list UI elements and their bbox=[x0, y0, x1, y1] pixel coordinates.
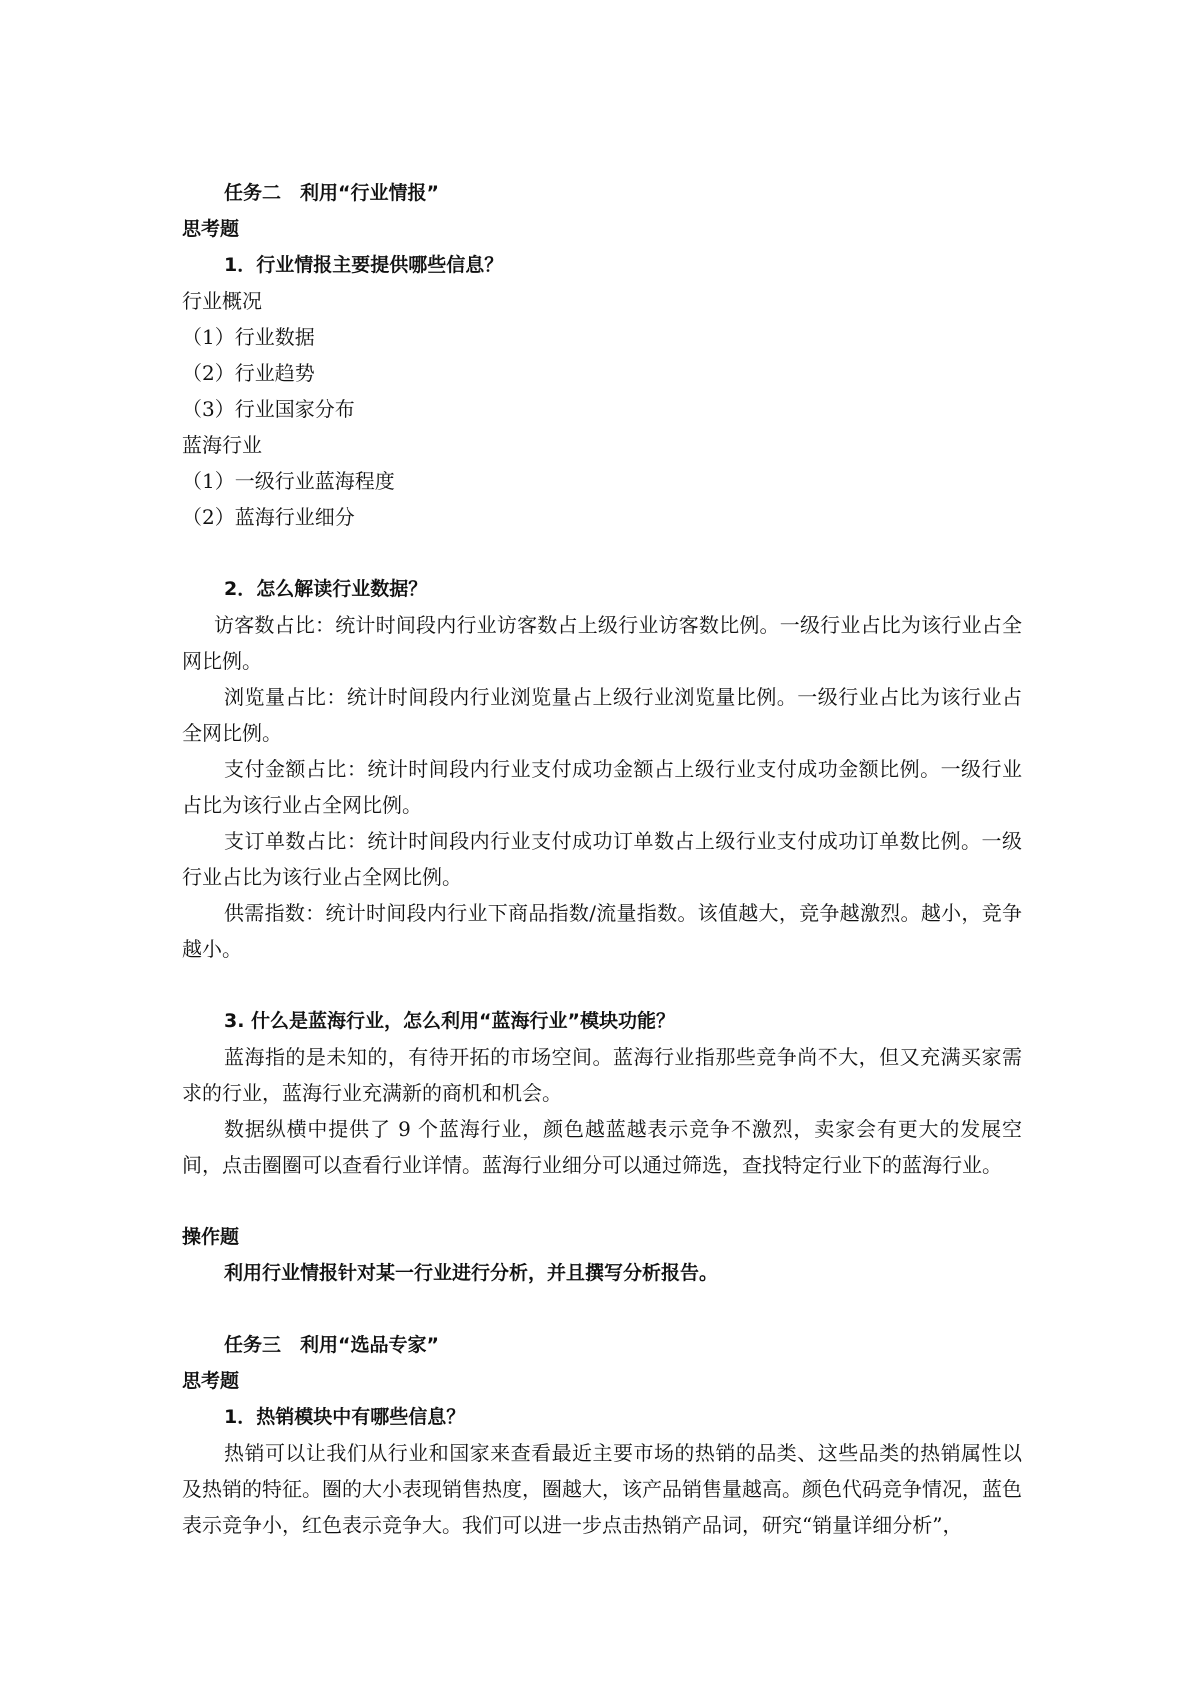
spacer bbox=[182, 1183, 1022, 1219]
list-item: （1）一级行业蓝海程度 bbox=[182, 469, 395, 493]
paragraph: 蓝海指的是未知的，有待开拓的市场空间。蓝海行业指那些竞争尚不大，但又充满买家需求的行业，蓝海行业充满新的商机和机会。 bbox=[182, 1045, 1022, 1105]
task2-q2-question: 2．怎么解读行业数据？ bbox=[224, 578, 428, 600]
list-item: （3）行业国家分布 bbox=[182, 397, 355, 421]
paragraph: 热销可以让我们从行业和国家来查看最近主要市场的热销的品类、这些品类的热销属性以及热销的特征。圈的大小表现销售热度，圈越大，该产品销售量越高。颜色代码竞争情况，蓝色表示竞争小，红色表示竞争大。我们可以进一步点击热销产品词，研究“销量详细分析”， bbox=[182, 1441, 1022, 1537]
paragraph: 支订单数占比：统计时间段内行业支付成功订单数占上级行业支付成功订单数比例。一级行业占比为该行业占全网比例。 bbox=[182, 829, 1022, 889]
task3-thinking-label: 思考题 bbox=[182, 1370, 240, 1392]
list-item: （2）蓝海行业细分 bbox=[182, 505, 355, 529]
task2-q1-group2-title: 蓝海行业 bbox=[182, 433, 262, 457]
spacer bbox=[182, 1291, 1022, 1327]
paragraph: 供需指数：统计时间段内行业下商品指数/流量指数。该值越大，竞争越激烈。越小，竞争越小。 bbox=[182, 901, 1022, 961]
task2-q3-question: 3. 什么是蓝海行业，怎么利用“蓝海行业”模块功能？ bbox=[224, 1010, 676, 1032]
spacer bbox=[182, 967, 1022, 1003]
paragraph: 浏览量占比：统计时间段内行业浏览量占上级行业浏览量比例。一级行业占比为该行业占全网比例。 bbox=[182, 685, 1022, 745]
paragraph: 数据纵横中提供了 9 个蓝海行业，颜色越蓝越表示竞争不激烈，卖家会有更大的发展空间，点击圈圈可以查看行业详情。蓝海行业细分可以通过筛选，查找特定行业下的蓝海行业。 bbox=[182, 1117, 1022, 1177]
task2-thinking-label: 思考题 bbox=[182, 218, 240, 240]
task2-q1-group1-title: 行业概况 bbox=[182, 289, 262, 313]
task3-title: 任务三 利用“选品专家” bbox=[224, 1334, 439, 1356]
paragraph: 支付金额占比：统计时间段内行业支付成功金额占上级行业支付成功金额比例。一级行业占比为该行业占全网比例。 bbox=[182, 757, 1022, 817]
task2-title: 任务二 利用“行业情报” bbox=[224, 182, 439, 204]
task2-q1-question: 1．行业情报主要提供哪些信息？ bbox=[224, 254, 504, 276]
task2-operation-label: 操作题 bbox=[182, 1226, 240, 1248]
list-item: （1）行业数据 bbox=[182, 325, 315, 349]
document-body bbox=[182, 175, 1022, 1543]
paragraph: 访客数占比：统计时间段内行业访客数占上级行业访客数比例。一级行业占比为该行业占全网比例。 bbox=[182, 613, 1022, 673]
task2-operation-text: 利用行业情报针对某一行业进行分析，并且撰写分析报告。 bbox=[224, 1262, 719, 1284]
task3-q1-question: 1．热销模块中有哪些信息？ bbox=[224, 1406, 466, 1428]
spacer bbox=[182, 535, 1022, 571]
list-item: （2）行业趋势 bbox=[182, 361, 315, 385]
